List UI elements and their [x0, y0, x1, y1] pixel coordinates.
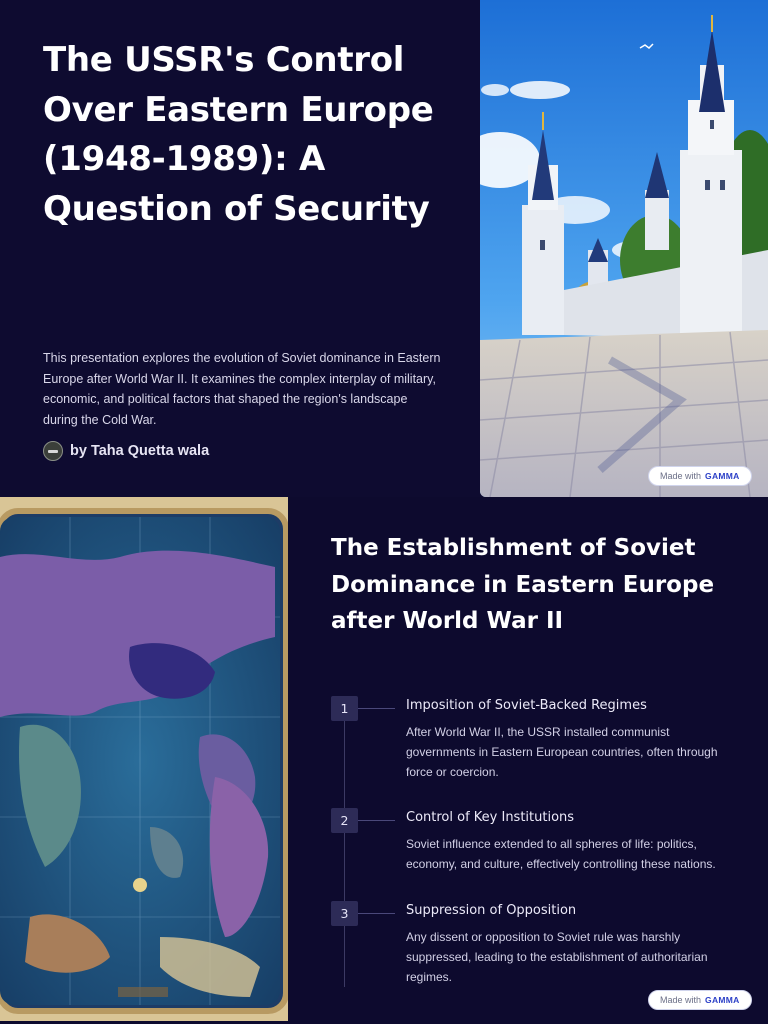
kremlin-castle-image	[480, 0, 768, 497]
step-number: 2	[331, 808, 358, 833]
gamma-logo: GAMMA	[705, 995, 740, 1005]
world-map-image	[0, 497, 288, 1021]
badge-prefix: Made with	[660, 471, 702, 481]
step-connector	[358, 820, 395, 821]
step-title: Suppression of Opposition	[406, 903, 577, 918]
step-connector	[358, 708, 395, 709]
step-title: Control of Key Institutions	[406, 810, 575, 825]
section-title: The Establishment of Soviet Dominance in Eastern Europe after World War II	[331, 535, 715, 634]
step-title: Imposition of Soviet-Backed Regimes	[406, 698, 647, 713]
step-connector	[358, 913, 395, 914]
intro-description: This presentation explores the evolution of Soviet dominance in Eastern Europe after World War II. It examines the complex interplay of military, economic, and political factors that shaped the region's landscape during the Cold War.	[43, 351, 441, 427]
step-number: 1	[331, 696, 358, 721]
title-slide	[0, 0, 768, 497]
avatar	[43, 441, 63, 461]
badge-prefix: Made with	[660, 995, 702, 1005]
page-title: The USSR's Control Over Eastern Europe (1948-1989): A Question of Security	[43, 40, 434, 229]
gamma-logo: GAMMA	[705, 471, 740, 481]
made-with-gamma-badge[interactable]	[648, 990, 752, 1010]
timeline-step-3	[331, 901, 751, 1001]
step-body: Soviet influence extended to all spheres of life: politics, economy, and culture, effectively controlling these nations.	[406, 837, 716, 871]
timeline-step-2	[331, 808, 751, 888]
step-number: 3	[331, 901, 358, 926]
establishment-slide	[0, 497, 768, 1024]
step-body: After World War II, the USSR installed communist governments in Eastern European countries, often through force or coercion.	[406, 725, 718, 779]
step-body: Any dissent or opposition to Soviet rule was harshly suppressed, leading to the establishment of authoritarian regimes.	[406, 930, 708, 984]
author-line	[43, 441, 209, 461]
made-with-gamma-badge[interactable]	[648, 466, 752, 486]
author-name: by Taha Quetta wala	[70, 443, 210, 459]
timeline-step-1	[331, 696, 751, 796]
